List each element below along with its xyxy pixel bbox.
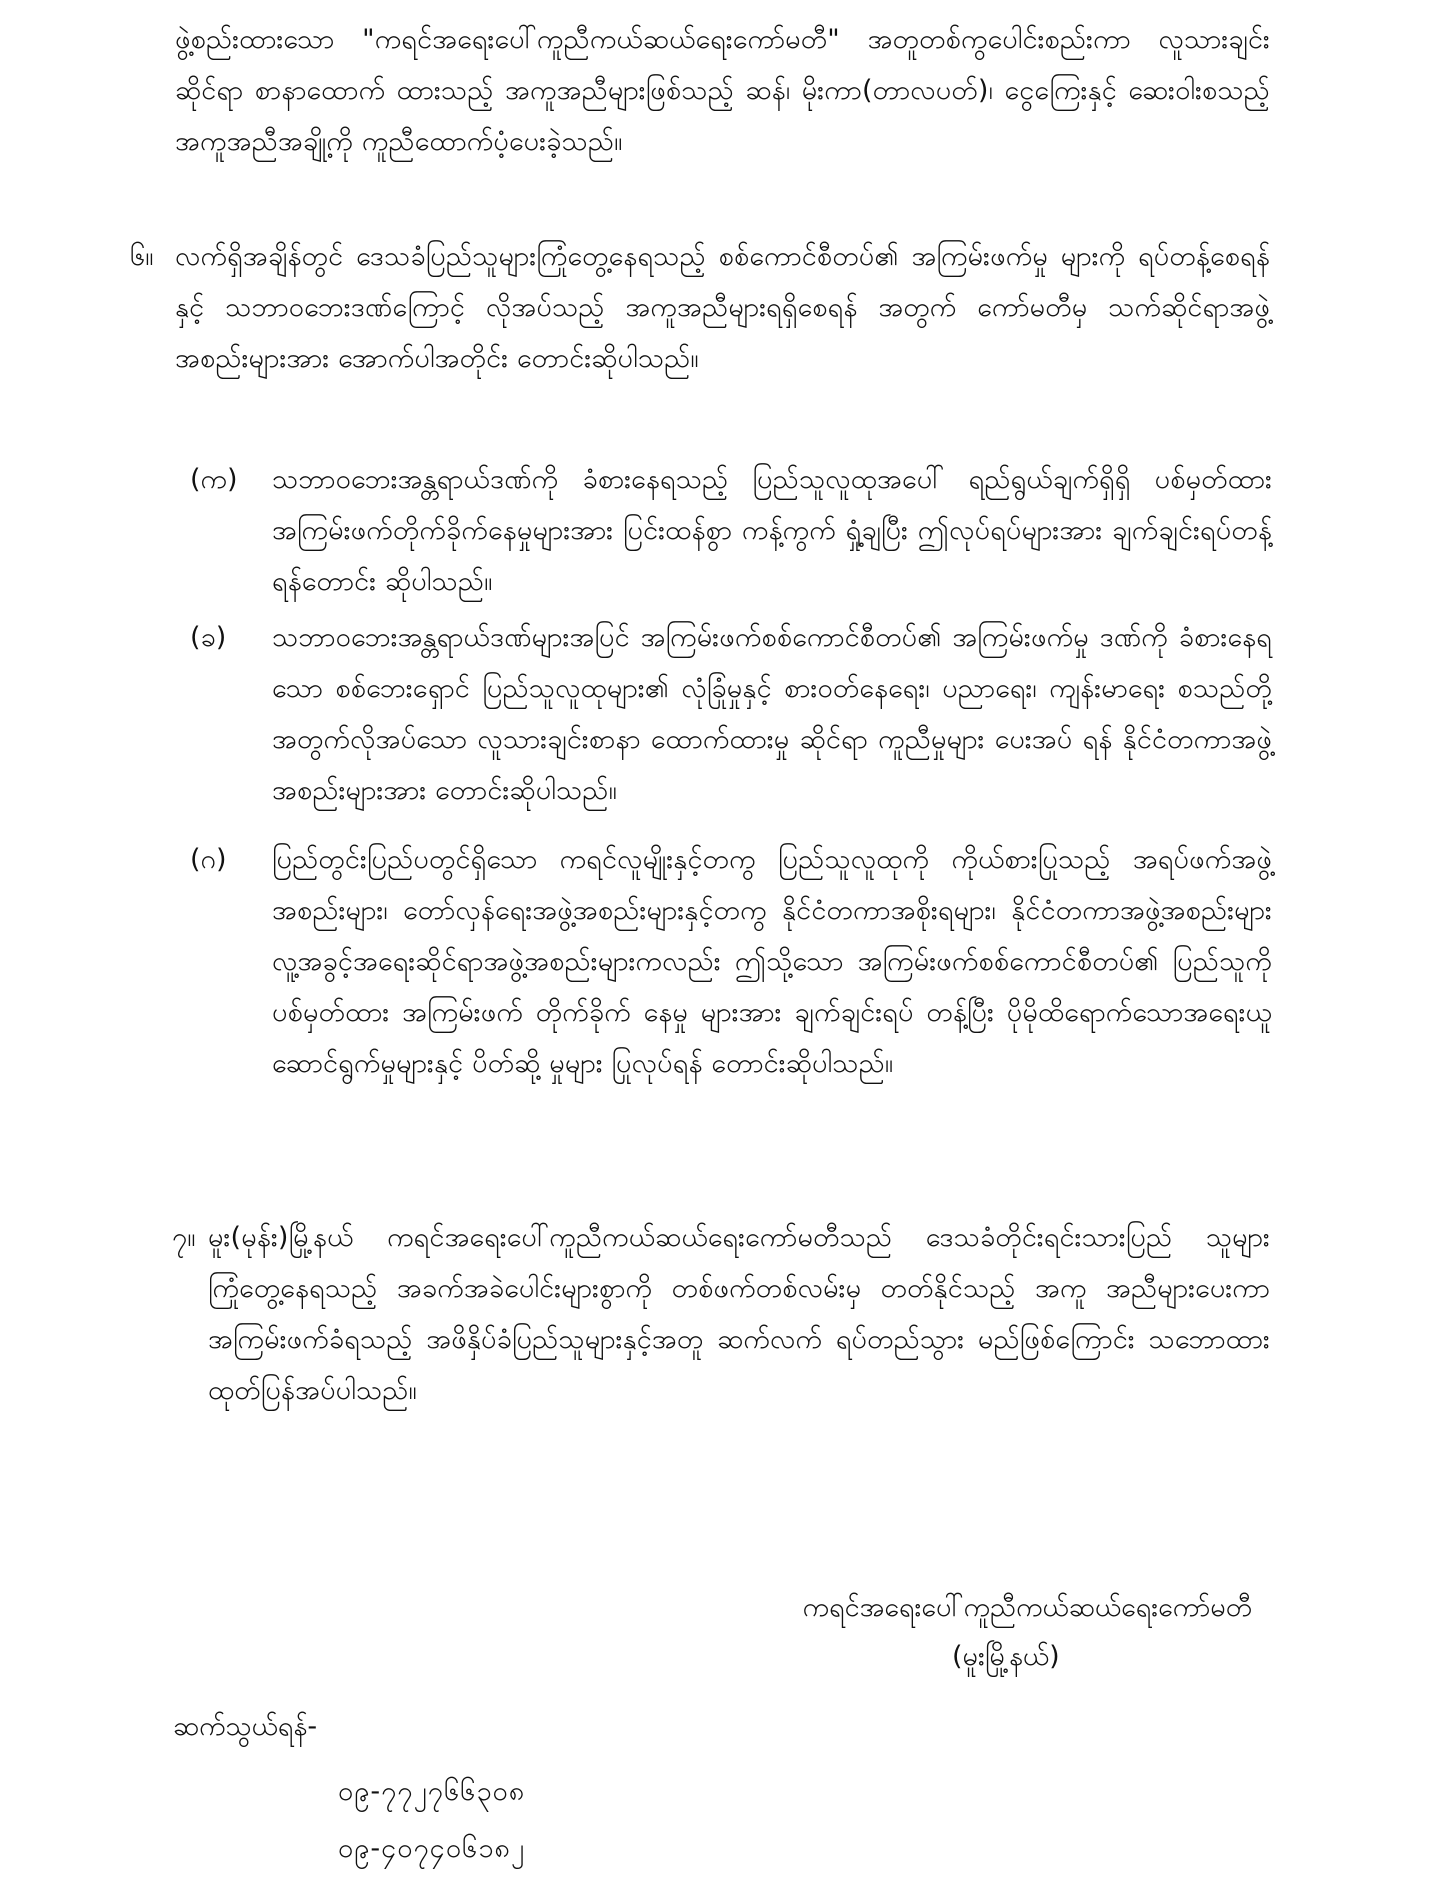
item-ka-text: သဘာဝဘေးအန္တရာယ်ဒဏ်ကို ခံစားနေရသည့် ပြည်သူလူထုအပေါ် ရည်ရွယ်ချက်ရှိရှိ ပစ်မှတ်ထား အကြမ်းဖက်တိုက်ခိုက်နေမှုများအား ပြင်းထန်စွာ ကန့်ကွက် ရှုံ့ချပြီး ဤလုပ်ရပ်များအား ချက်ချင်းရပ်တန့် ရန်တောင်း ဆိုပါသည်။ — [272, 464, 1272, 597]
item-ga-label: (ဂ) — [190, 844, 227, 875]
intro-paragraph: ဖွဲ့စည်းထားသော "ကရင်အရေးပေါ်ကူညီကယ်ဆယ်ရေးကော်မတီ" အတူတစ်ကွပေါင်းစည်းကာ လူသားချင်းဆိုင်ရာ စာနာထောက် ထားသည့် အကူအညီများဖြစ်သည့် ဆန်၊ မိုးကာ(တာလပတ်)၊ ငွေကြေးနှင့် ဆေးဝါးစသည့် အကူအညီအချို့ကို ကူညီထောက်ပံ့ပေးခဲ့သည်။ — [175, 24, 1270, 157]
signature-organization: ကရင်အရေးပေါ်ကူညီကယ်ဆယ်ရေးကော်မတီ — [802, 1592, 1252, 1623]
contact-phone-2: ၀၉-၄၀၇၄၀၆၁၈၂ — [338, 1833, 526, 1864]
item-kha-text: သဘာဝဘေးအန္တရာယ်ဒဏ်များအပြင် အကြမ်းဖက်စစ်ကောင်စီတပ်၏ အကြမ်းဖက်မှု ဒဏ်ကို ခံစားနေရသော စစ်ဘေးရှောင် ပြည်သူလူထုများ၏ လုံခြုံမှုနှင့် စားဝတ်နေရေး၊ ပညာရေး၊ ကျန်းမာရေး စသည်တို့အတွက်လိုအပ်သော လူသားချင်းစာနာ ထောက်ထားမှု ဆိုင်ရာ ကူညီမှုများ ပေးအပ် ရန် နိုင်ငံတကာအဖွဲ့အစည်းများအား တောင်းဆိုပါသည်။ — [272, 622, 1272, 806]
item-ka-label: (က) — [190, 464, 238, 495]
paragraph-6-text: လက်ရှိအချိန်တွင် ဒေသခံပြည်သူများကြုံတွေ့နေရသည့် စစ်ကောင်စီတပ်၏ အကြမ်းဖက်မှု များကို ရပ်တန့်စေရန်နှင့် သဘာဝဘေးဒဏ်ကြောင့် လိုအပ်သည့် အကူအညီများရရှိစေရန် အတွက် ကော်မတီမှ သက်ဆိုင်ရာအဖွဲ့အစည်းများအား အောက်ပါအတိုင်း တောင်းဆိုပါသည်။ — [175, 241, 1270, 374]
item-kha-label: (ခ) — [190, 622, 227, 653]
paragraph-7-text: မူး(မုန်း)မြို့နယ် ကရင်အရေးပေါ်ကူညီကယ်ဆယ်ရေးကော်မတီသည် ဒေသခံတိုင်းရင်းသားပြည် သူများ ကြုံတွေ့နေရသည့် အခက်အခဲပေါင်းများစွာကို တစ်ဖက်တစ်လမ်းမှ တတ်နိုင်သည့် အကူ အညီများပေးကာ အကြမ်းဖက်ခံရသည့် အဖိနှိပ်ခံပြည်သူများနှင့်အတူ ဆက်လက် ရပ်တည်သွား မည်ဖြစ်ကြောင်း သဘောထားထုတ်ပြန်အပ်ပါသည်။ — [208, 1222, 1270, 1406]
contact-phone-1: ၀၉-၇၇၂၇၆၆၃၀၈ — [338, 1776, 526, 1807]
item-ga-text: ပြည်တွင်းပြည်ပတွင်ရှိသော ကရင်လူမျိုးနှင့်တကွ ပြည်သူလူထုကို ကိုယ်စားပြုသည့် အရပ်ဖက်အဖွဲ့အစည်းများ၊ တော်လှန်ရေးအဖွဲ့အစည်းများနှင့်တကွ နိုင်ငံတကာအစိုးရများ၊ နိုင်ငံတကာအဖွဲ့အစည်းများ လူ့အခွင့်အရေးဆိုင်ရာအဖွဲ့အစည်းများကလည်း ဤသို့သော အကြမ်းဖက်စစ်ကောင်စီတပ်၏ ပြည်သူကိုပစ်မှတ်ထား အကြမ်းဖက် တိုက်ခိုက် နေမှု များအား ချက်ချင်းရပ် တန့်ပြီး ပိုမိုထိရောက်သောအရေးယူဆောင်ရွက်မှုများနှင့် ပိတ်ဆို့ မှုများ ပြုလုပ်ရန် တောင်းဆိုပါသည်။ — [272, 844, 1272, 1079]
contact-label: ဆက်သွယ်ရန်- — [173, 1711, 318, 1742]
paragraph-6-number: ၆။ — [130, 241, 154, 272]
signature-township: (မူးမြို့နယ်) — [952, 1641, 1060, 1672]
paragraph-7-number: ၇။ — [172, 1222, 196, 1253]
